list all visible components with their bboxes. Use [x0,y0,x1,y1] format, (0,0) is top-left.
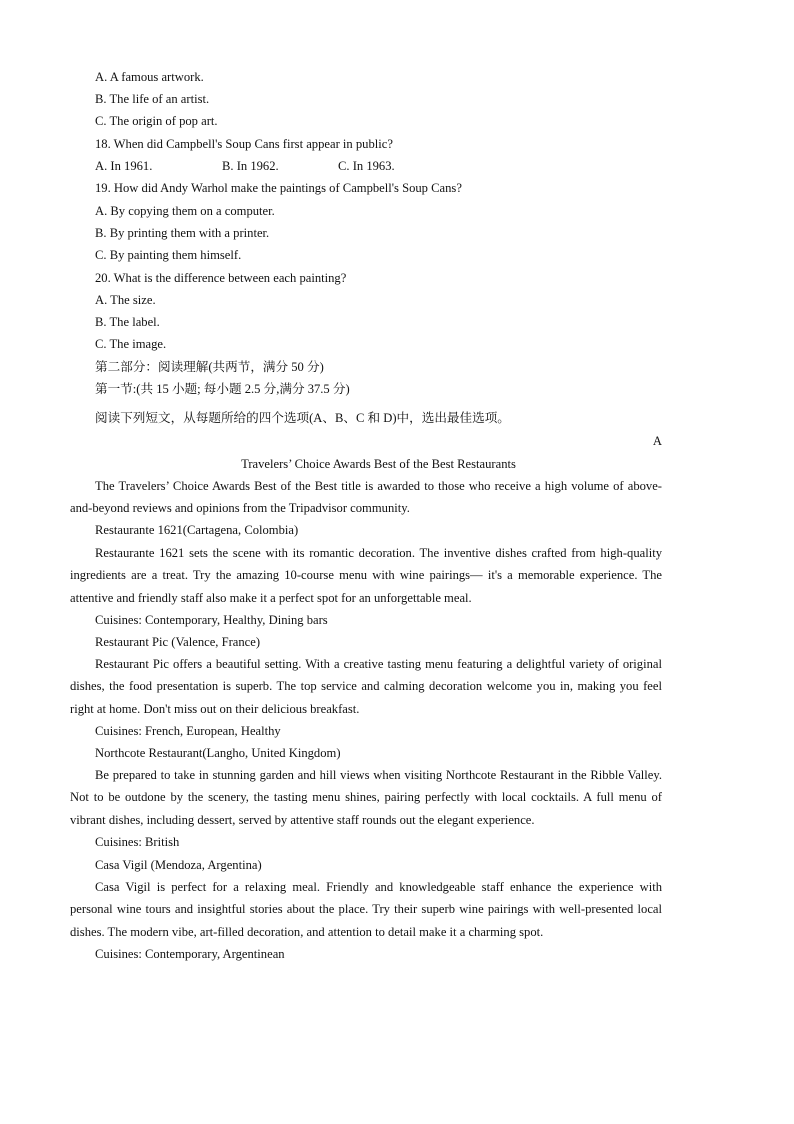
restaurant-cuisines: Cuisines: British [95,835,180,849]
restaurant-name: Restaurante 1621(Cartagena, Colombia) [95,523,299,537]
q20-question: 20. What is the difference between each painting? [95,271,347,285]
restaurant-description: Be prepared to take in stunning garden and hill views when visiting Northcote Restaurant in the Ribble Valley. Not to be outdone by the scenery, the tasting menu shines, pairing perfectly with local cocktails. A full menu of vibrant dishes, including dessert, served by attentive staff rounds out the elegant experience. [70,768,662,827]
q18-options [95,158,395,174]
restaurant-description: Restaurante 1621 sets the scene with its romantic decoration. The inventive dishes crafted from high-quality ingredients are a treat. Try the amazing 10-course menu with wine pairings— it's a memorable experience. The attentive and friendly staff also make it a perfect spot for an unforgettable meal. [70,546,662,605]
restaurant-description: Restaurant Pic offers a beautiful setting. With a creative tasting menu featuring a delightful variety of original dishes, the food presentation is superb. The top service and calming decoration welcome you in, making you feel right at home. Don't miss out on their delicious breakfast. [70,657,662,716]
q20-option-a: A. The size. [95,293,156,307]
passage-intro: The Travelers’ Choice Awards Best of the Best title is awarded to those who receive a high volume of above-and-beyond reviews and opinions from the Tripadvisor community. [70,479,662,516]
q17-option-c: C. The origin of pop art. [95,114,218,128]
q18-option-a: A. In 1961. [95,159,153,173]
restaurant-cuisines: Cuisines: Contemporary, Healthy, Dining bars [95,613,328,627]
q17-option-a: A. A famous artwork. [95,70,204,84]
q19-option-c: C. By painting them himself. [95,248,242,262]
part-two-heading: 第二部分：阅读理解(共两节，满分 50 分) [95,360,324,374]
restaurant-cuisines: Cuisines: Contemporary, Argentinean [95,947,285,961]
q18-question: 18. When did Campbell's Soup Cans first appear in public? [95,137,393,151]
passage-label: A [652,434,662,448]
section-one-heading: 第一节:(共 15 小题; 每小题 2.5 分,满分 37.5 分) [95,382,350,396]
restaurant-description: Casa Vigil is perfect for a relaxing meal. Friendly and knowledgeable staff enhance the experience with personal wine tours and insightful stories about the place. Try their superb wine pairings with well-presented local dishes. The modern vibe, art-filled decoration, and attention to detail make it a charming spot. [70,880,662,939]
restaurant-name: Casa Vigil (Mendoza, Argentina) [95,858,262,872]
q19-question: 19. How did Andy Warhol make the paintings of Campbell's Soup Cans? [95,181,462,195]
q18-option-c: C. In 1963. [338,159,395,173]
q20-option-c: C. The image. [95,337,167,351]
reading-instruction: 阅读下列短文，从每题所给的四个选项(A、B、C 和 D)中，选出最佳选项。 [95,411,510,425]
q20-option-b: B. The label. [95,315,160,329]
passage-title: Travelers’ Choice Awards Best of the Best Restaurants [241,457,516,471]
q19-option-a: A. By copying them on a computer. [95,204,275,218]
restaurant-cuisines: Cuisines: French, European, Healthy [95,724,281,738]
restaurant-name: Northcote Restaurant(Langho, United Kingdom) [95,746,341,760]
q18-option-b: B. In 1962. [222,159,279,173]
restaurant-name: Restaurant Pic (Valence, France) [95,635,261,649]
q19-option-b: B. By printing them with a printer. [95,226,270,240]
q17-option-b: B. The life of an artist. [95,92,210,106]
